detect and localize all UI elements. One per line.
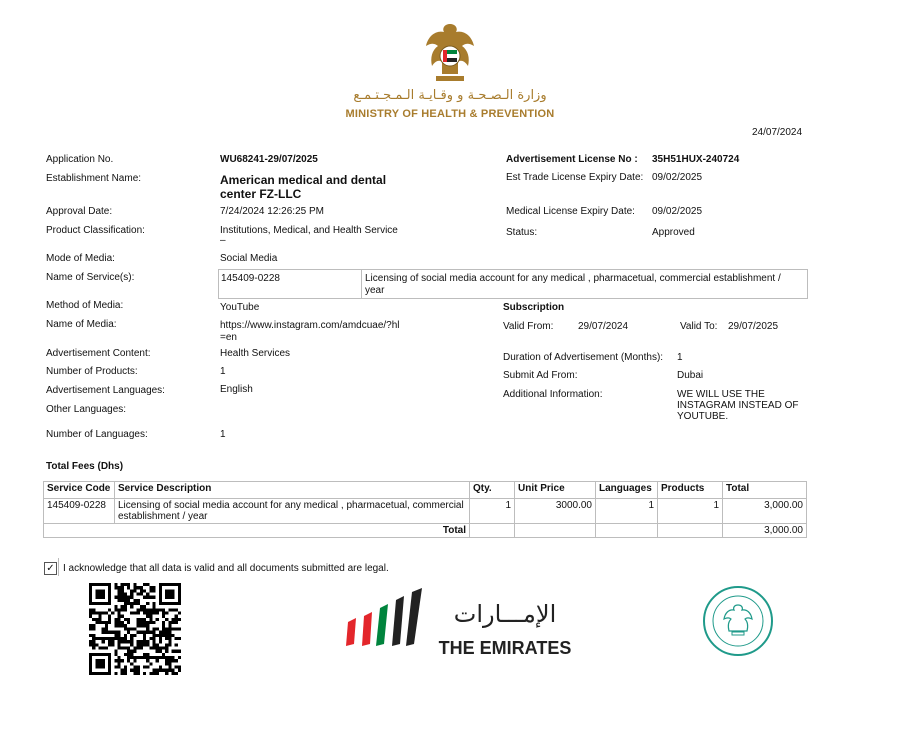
service-code: 145409-0228: [221, 273, 280, 284]
method-of-media-label: Method of Media:: [46, 300, 124, 311]
mode-of-media-label: Mode of Media:: [46, 253, 115, 264]
row-qty: 1: [470, 499, 515, 524]
total-row: [44, 524, 807, 538]
document-date: 24/07/2024: [752, 127, 803, 138]
ack-checkbox[interactable]: ✓: [44, 562, 57, 575]
medical-expiry-value: 09/02/2025: [652, 206, 703, 217]
total-value: 3,000.00: [723, 524, 807, 538]
ack-divider: [58, 558, 59, 576]
name-of-media-label: Name of Media:: [46, 319, 117, 330]
service-description: Licensing of social media account for any medical , pharmacetual, commercial establishment / year: [365, 273, 781, 296]
submit-from-value: Dubai: [677, 370, 704, 381]
ad-content-value: Health Services: [220, 348, 291, 359]
valid-to-value: 29/07/2025: [728, 321, 779, 332]
name-of-service-label: Name of Service(s):: [46, 272, 135, 283]
uae-emblem-icon: [422, 20, 478, 84]
num-products-label: Number of Products:: [46, 366, 138, 377]
col-languages: Languages: [596, 482, 658, 499]
row-unit-price: 3000.00: [515, 499, 596, 524]
num-products-value: 1: [220, 366, 226, 377]
fees-title: Total Fees (Dhs): [46, 461, 124, 472]
table-row: [44, 499, 807, 524]
qr-code-icon: [89, 583, 181, 675]
ad-content-label: Advertisement Content:: [46, 348, 151, 359]
row-description: Licensing of social media account for any medical , pharmacetual, commercial establishment / year: [115, 499, 470, 524]
product-classification-value: Institutions, Medical, and Health Service: [220, 225, 398, 236]
submit-from-label: Submit Ad From:: [503, 370, 578, 381]
product-classification-label: Product Classification:: [46, 225, 145, 236]
the-emirates-logo: [336, 578, 580, 668]
fees-table: [43, 481, 807, 538]
total-empty-prod: [658, 524, 723, 538]
ministry-name-arabic: وزارة الـصـحـة و وقـايـة الـمـجـتـمـع: [353, 88, 547, 103]
valid-to-label: Valid To:: [680, 321, 718, 332]
total-empty-lang: [596, 524, 658, 538]
emirates-strokes-icon: [342, 582, 442, 662]
valid-from-label: Valid From:: [503, 321, 554, 332]
application-no-value: WU68241-29/07/2025: [220, 154, 318, 165]
fees-header-row: [44, 482, 807, 499]
col-qty: Qty.: [470, 482, 515, 499]
additional-info-value: WE WILL USE THE INSTAGRAM INSTEAD OF YOUTUBE.: [677, 389, 799, 422]
product-classification-extra: –: [220, 235, 226, 246]
status-label: Status:: [506, 227, 538, 238]
method-of-media-value: YouTube: [220, 302, 260, 313]
mode-of-media-value: Social Media: [220, 253, 278, 264]
establishment-value: American medical and dental center FZ-LLC: [220, 173, 387, 201]
col-total: Total: [723, 482, 807, 499]
subscription-title: Subscription: [503, 302, 565, 313]
trade-expiry-label: Est Trade License Expiry Date:: [506, 172, 644, 183]
col-products: Products: [658, 482, 723, 499]
additional-info-label: Additional Information:: [503, 389, 603, 400]
approval-date-value: 7/24/2024 12:26:25 PM: [220, 206, 324, 217]
establishment-label: Establishment Name:: [46, 173, 142, 184]
total-label: Total: [44, 524, 470, 538]
ad-license-value: 35H51HUX-240724: [652, 154, 740, 165]
ad-languages-value: English: [220, 384, 253, 395]
emirates-arabic-text: الإمـــارات: [453, 600, 557, 628]
application-no-label: Application No.: [46, 154, 114, 165]
ministry-name-english: MINISTRY OF HEALTH & PREVENTION: [345, 108, 555, 120]
col-service-description: Service Description: [115, 482, 470, 499]
service-box: [218, 269, 808, 299]
duration-value: 1: [677, 352, 683, 363]
ad-languages-label: Advertisement Languages:: [46, 385, 165, 396]
medical-expiry-label: Medical License Expiry Date:: [506, 206, 635, 217]
row-total: 3,000.00: [723, 499, 807, 524]
row-products: 1: [658, 499, 723, 524]
valid-from-value: 29/07/2024: [578, 321, 629, 332]
row-languages: 1: [596, 499, 658, 524]
ack-text: I acknowledge that all data is valid and all documents submitted are legal.: [63, 563, 389, 574]
name-of-media-value: https://www.instagram.com/amdcuae/?hl=en: [220, 320, 400, 343]
other-languages-label: Other Languages:: [46, 404, 127, 415]
status-value: Approved: [652, 227, 695, 238]
ad-license-label: Advertisement License No :: [506, 154, 638, 165]
col-unit-price: Unit Price: [515, 482, 596, 499]
total-empty-price: [515, 524, 596, 538]
approval-date-label: Approval Date:: [46, 206, 113, 217]
duration-label: Duration of Advertisement (Months):: [503, 352, 664, 363]
num-languages-label: Number of Languages:: [46, 429, 148, 440]
accreditation-seal-icon: [702, 585, 774, 657]
emirates-english-text: THE EMIRATES: [438, 638, 572, 658]
row-code: 145409-0228: [44, 499, 115, 524]
num-languages-value: 1: [220, 429, 226, 440]
total-empty-qty: [470, 524, 515, 538]
service-divider: [361, 270, 362, 298]
col-service-code: Service Code: [44, 482, 115, 499]
trade-expiry-value: 09/02/2025: [652, 172, 703, 183]
